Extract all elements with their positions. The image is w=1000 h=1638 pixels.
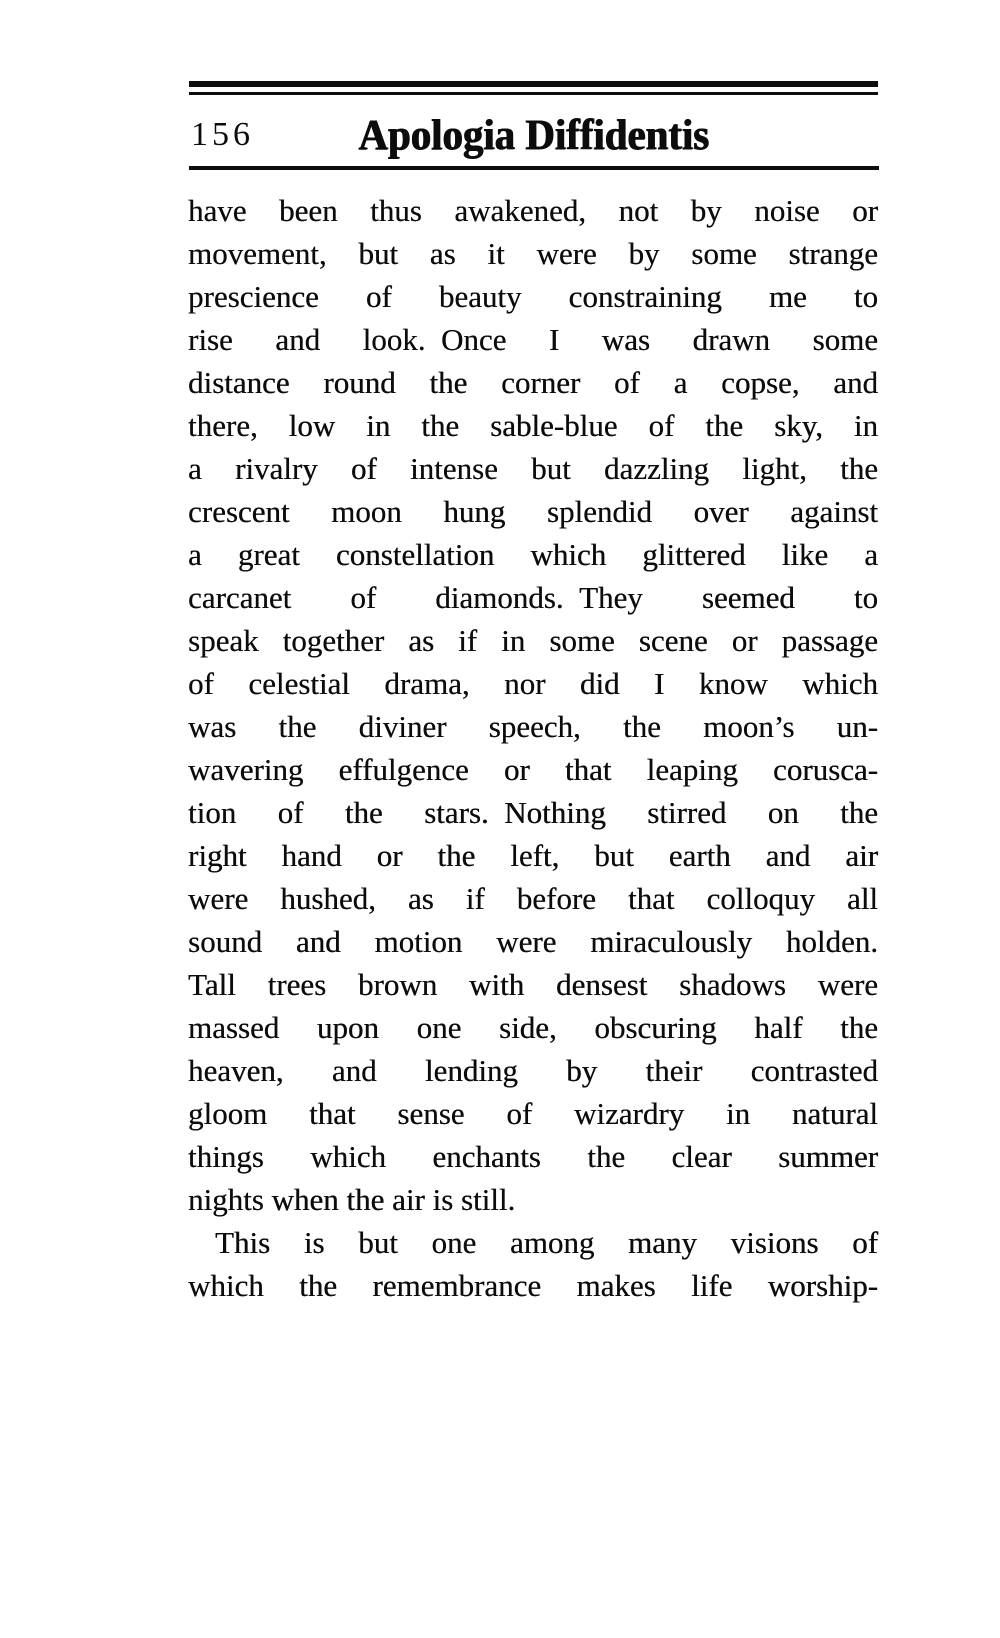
text-line: there, low in the sable-blue of the sky, in bbox=[188, 408, 878, 443]
text-line: gloom that sense of wizardry in natural bbox=[188, 1096, 878, 1131]
text-line: wavering effulgence or that leaping corusca- bbox=[188, 752, 878, 787]
text-line: rise and look. Once I was drawn some bbox=[188, 322, 878, 357]
text-line: crescent moon hung splendid over against bbox=[188, 494, 878, 529]
text-line: were hushed, as if before that colloquy all bbox=[188, 881, 878, 916]
text-line: speak together as if in some scene or passage bbox=[188, 623, 878, 658]
text-line: a great constellation which glittered like a bbox=[188, 537, 878, 572]
page-number: 156 bbox=[191, 116, 254, 153]
running-header bbox=[189, 100, 878, 162]
text-line: massed upon one side, obscuring half the bbox=[188, 1010, 878, 1045]
text-line: heaven, and lending by their contrasted bbox=[188, 1053, 878, 1088]
text-line: right hand or the left, but earth and air bbox=[188, 838, 878, 873]
text-line: of celestial drama, nor did I know which bbox=[188, 666, 878, 701]
text-line: was the diviner speech, the moon’s un- bbox=[188, 709, 878, 744]
text-line: have been thus awakened, not by noise or bbox=[188, 193, 878, 228]
text-line: distance round the corner of a copse, and bbox=[188, 365, 878, 400]
text-line: things which enchants the clear summer bbox=[188, 1139, 878, 1174]
header-rule bbox=[189, 166, 879, 170]
running-title: Apologia Diffidentis bbox=[358, 112, 709, 159]
text-line: movement, but as it were by some strange bbox=[188, 236, 878, 271]
page-text bbox=[188, 189, 878, 1307]
text-line-paragraph-start: This is but one among many visions of bbox=[215, 1225, 878, 1260]
text-line: tion of the stars. Nothing stirred on the bbox=[188, 795, 878, 830]
text-line-paragraph-end: nights when the air is still. bbox=[188, 1182, 516, 1217]
top-rule-thick bbox=[189, 81, 878, 87]
text-line: prescience of beauty constraining me to bbox=[188, 279, 878, 314]
text-line: sound and motion were miraculously holden. bbox=[188, 924, 878, 959]
text-line: Tall trees brown with densest shadows were bbox=[188, 967, 878, 1002]
text-line: a rivalry of intense but dazzling light, the bbox=[188, 451, 878, 486]
text-line: which the remembrance makes life worship- bbox=[188, 1268, 878, 1303]
top-rule-thin bbox=[189, 92, 878, 95]
text-line: carcanet of diamonds. They seemed to bbox=[188, 580, 878, 615]
